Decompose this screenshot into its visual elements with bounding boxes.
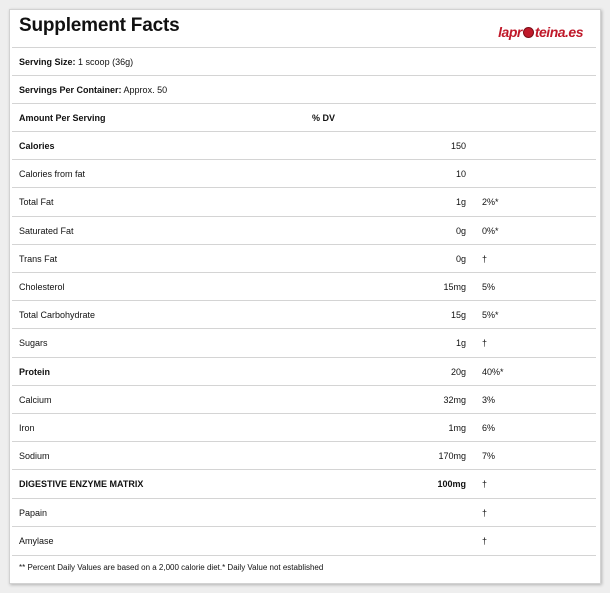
table-row [12, 216, 596, 245]
nutrient-label: DIGESTIVE ENZYME MATRIX [19, 479, 144, 490]
table-header-row [12, 103, 596, 132]
nutrient-label: Papain [19, 507, 48, 518]
table-row [12, 469, 596, 498]
nutrient-amount: 1g [455, 197, 466, 208]
nutrient-daily-value: 40%* [482, 366, 504, 377]
amount-per-serving-header: Amount Per Serving [19, 113, 106, 123]
table-row [12, 187, 596, 216]
nutrient-daily-value: † [482, 479, 488, 490]
nutrient-label: Calories from fat [19, 169, 86, 180]
nutrient-amount: 100mg [437, 479, 466, 490]
footnote: ** Percent Daily Values are based on a 2,000 calorie diet.* Daily Value not established [19, 563, 324, 572]
table-row [12, 498, 596, 527]
nutrient-amount: 1g [455, 338, 466, 349]
nutrient-label: Total Fat [19, 197, 54, 208]
table-row [12, 159, 596, 188]
nutrient-daily-value: 5% [482, 282, 496, 292]
table-row [12, 328, 596, 357]
nutrient-label: Saturated Fat [19, 225, 74, 236]
nutrient-label: Total Carbohydrate [19, 310, 96, 321]
nutrient-label: Iron [19, 423, 35, 433]
nutrient-daily-value: 7% [482, 451, 496, 462]
nutrient-daily-value: 6% [482, 423, 496, 433]
serving-size-row [12, 47, 596, 76]
nutrient-amount: 0g [455, 253, 466, 264]
nutrient-label: Calcium [19, 394, 52, 405]
nutrient-amount: 15g [450, 310, 466, 321]
table-row [12, 441, 596, 470]
table-row [12, 413, 596, 442]
nutrient-amount: 15mg [443, 282, 466, 292]
dv-header: % DV [312, 113, 336, 123]
nutrient-daily-value: 3% [482, 394, 496, 405]
nutrient-daily-value: † [482, 535, 488, 546]
nutrient-daily-value: † [482, 253, 488, 264]
nutrient-daily-value: † [482, 338, 488, 349]
brand-logo-text-start: lapr [498, 24, 522, 40]
table-row [12, 385, 596, 414]
servings-per-container-row [12, 75, 596, 104]
nutrient-daily-value: 2%* [482, 197, 499, 208]
nutrient-daily-value: † [482, 507, 488, 518]
nutrient-label: Protein [19, 366, 51, 377]
servings-per-container-value: Approx. 50 [123, 85, 168, 95]
nutrient-label: Sodium [19, 451, 50, 462]
table-row [12, 526, 596, 555]
brand-logo-icon [523, 27, 534, 38]
nutrient-amount: 0g [455, 225, 466, 236]
nutrient-daily-value: 0%* [482, 225, 499, 236]
brand-logo-text-end: teina.es [534, 24, 583, 40]
table-row [12, 131, 596, 160]
servings-per-container-label: Servings Per Container: [19, 85, 122, 95]
nutrient-amount: 170mg [438, 451, 466, 462]
nutrient-amount: 20g [450, 366, 466, 377]
nutrient-amount: 10 [455, 169, 466, 180]
table-row [12, 300, 596, 329]
nutrient-amount: 150 [450, 141, 466, 151]
table-row [12, 357, 596, 386]
serving-size-value: 1 scoop (36g) [78, 57, 134, 67]
table-row [12, 272, 596, 301]
nutrient-label: Amylase [19, 535, 54, 546]
nutrient-label: Sugars [19, 338, 48, 349]
brand-logo [498, 24, 583, 40]
nutrient-daily-value: 5%* [482, 310, 499, 321]
nutrient-amount: 32mg [443, 394, 466, 405]
nutrient-amount: 1mg [448, 423, 466, 433]
nutrient-label: Cholesterol [19, 282, 65, 292]
page-title: Supplement Facts [19, 15, 180, 36]
nutrient-label: Trans Fat [19, 253, 58, 264]
nutrient-label: Calories [19, 141, 55, 151]
supplement-facts-panel [9, 9, 601, 584]
serving-size-label: Serving Size: [19, 57, 76, 67]
table-row [12, 244, 596, 273]
